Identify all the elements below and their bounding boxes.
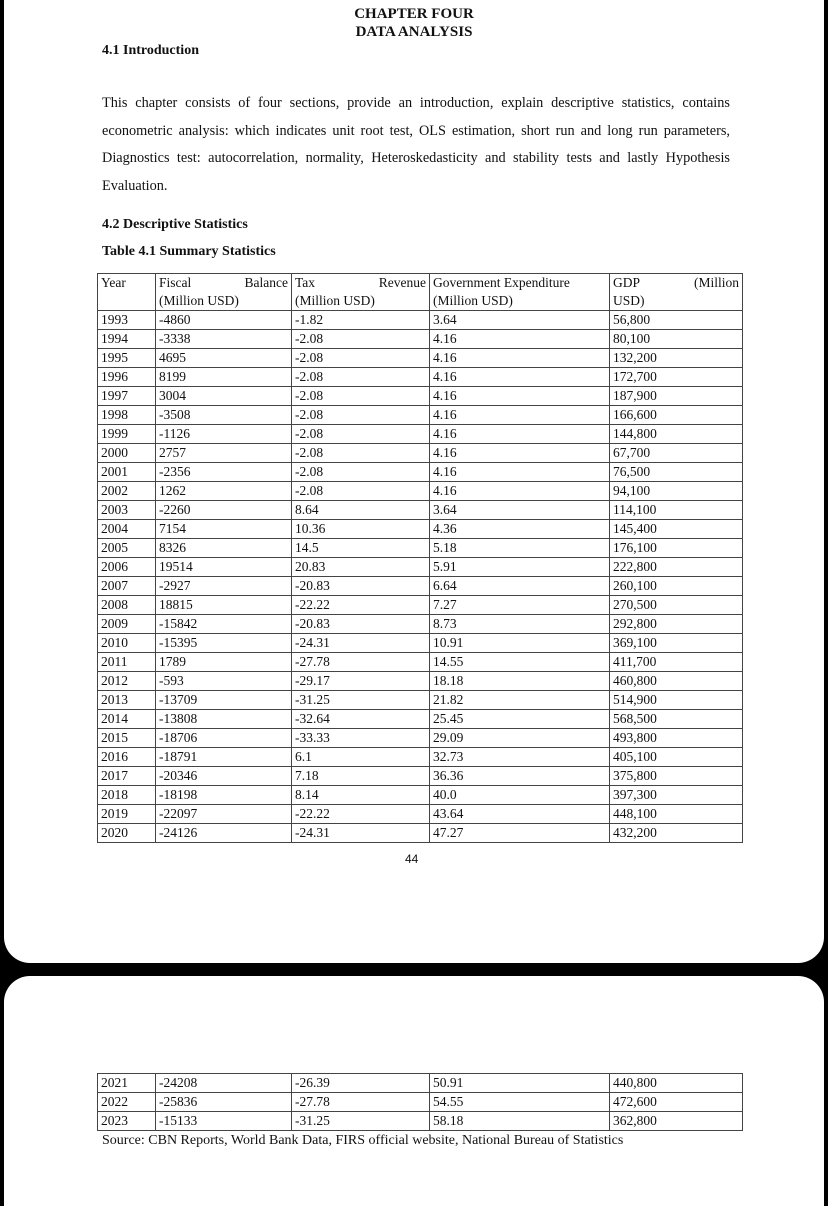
cell-year: 1995 bbox=[98, 349, 156, 368]
cell-tax-revenue: -32.64 bbox=[292, 710, 430, 729]
cell-gdp: 144,800 bbox=[610, 425, 743, 444]
cell-tax-revenue: -22.22 bbox=[292, 596, 430, 615]
cell-gdp: 460,800 bbox=[610, 672, 743, 691]
cell-gdp: 260,100 bbox=[610, 577, 743, 596]
cell-government-expenditure: 3.64 bbox=[430, 501, 610, 520]
cell-fiscal-balance: 1262 bbox=[156, 482, 292, 501]
summary-statistics-table-continued bbox=[97, 1073, 743, 1131]
header-revenue-word: Revenue bbox=[378, 275, 426, 290]
cell-government-expenditure: 8.73 bbox=[430, 615, 610, 634]
header-fiscal-word: Fiscal bbox=[159, 275, 192, 290]
cell-fiscal-balance: 8199 bbox=[156, 368, 292, 387]
cell-tax-revenue: -2.08 bbox=[292, 387, 430, 406]
cell-gdp: 114,100 bbox=[610, 501, 743, 520]
cell-tax-revenue: -20.83 bbox=[292, 615, 430, 634]
cell-fiscal-balance: 18815 bbox=[156, 596, 292, 615]
cell-tax-revenue: 7.18 bbox=[292, 767, 430, 786]
cell-gdp: 568,500 bbox=[610, 710, 743, 729]
cell-tax-revenue: -27.78 bbox=[292, 653, 430, 672]
page-number: 44 bbox=[405, 852, 419, 866]
cell-tax-revenue: -22.22 bbox=[292, 805, 430, 824]
cell-gdp: 472,600 bbox=[610, 1093, 743, 1112]
cell-government-expenditure: 50.91 bbox=[430, 1074, 610, 1093]
cell-government-expenditure: 5.18 bbox=[430, 539, 610, 558]
cell-fiscal-balance: 7154 bbox=[156, 520, 292, 539]
cell-fiscal-balance: -15842 bbox=[156, 615, 292, 634]
cell-year: 2013 bbox=[98, 691, 156, 710]
table-row bbox=[98, 406, 743, 425]
header-gdp-word: GDP bbox=[613, 275, 641, 290]
cell-gdp: 448,100 bbox=[610, 805, 743, 824]
table-row bbox=[98, 387, 743, 406]
cell-gdp: 514,900 bbox=[610, 691, 743, 710]
table-row bbox=[98, 577, 743, 596]
cell-gdp: 76,500 bbox=[610, 463, 743, 482]
cell-tax-revenue: -2.08 bbox=[292, 330, 430, 349]
header-tax-revenue bbox=[292, 274, 430, 293]
cell-tax-revenue: -31.25 bbox=[292, 1112, 430, 1131]
cell-tax-revenue: -24.31 bbox=[292, 824, 430, 843]
cell-tax-revenue: 8.14 bbox=[292, 786, 430, 805]
chapter-subtitle: DATA ANALYSIS bbox=[355, 24, 473, 40]
cell-gdp: 369,100 bbox=[610, 634, 743, 653]
cell-gdp: 270,500 bbox=[610, 596, 743, 615]
table-row bbox=[98, 520, 743, 539]
table-row bbox=[98, 330, 743, 349]
table-row bbox=[98, 748, 743, 767]
intro-heading: 4.1 Introduction bbox=[102, 43, 199, 58]
cell-fiscal-balance: 19514 bbox=[156, 558, 292, 577]
cell-government-expenditure: 18.18 bbox=[430, 672, 610, 691]
table-row bbox=[98, 824, 743, 843]
cell-year: 2020 bbox=[98, 824, 156, 843]
table-row bbox=[98, 463, 743, 482]
cell-year: 2022 bbox=[98, 1093, 156, 1112]
cell-government-expenditure: 4.16 bbox=[430, 349, 610, 368]
cell-year: 2011 bbox=[98, 653, 156, 672]
cell-gdp: 405,100 bbox=[610, 748, 743, 767]
cell-gdp: 172,700 bbox=[610, 368, 743, 387]
cell-gdp: 176,100 bbox=[610, 539, 743, 558]
cell-tax-revenue: -2.08 bbox=[292, 406, 430, 425]
header-gov-unit: (Million USD) bbox=[430, 292, 610, 311]
cell-tax-revenue: -29.17 bbox=[292, 672, 430, 691]
cell-government-expenditure: 4.36 bbox=[430, 520, 610, 539]
table-row bbox=[98, 786, 743, 805]
intro-paragraph: This chapter consists of four sections, provide an introduction, explain descriptive statistics, contains econometric analysis: which indicates unit root test, OLS estimation, short run and long run parameters, Diagnostics test: autocorrelation, normality, Heteroskedasticity and stability tests and lastly Hypothesis Evaluation. bbox=[102, 95, 730, 194]
cell-gdp: 432,200 bbox=[610, 824, 743, 843]
table-row bbox=[98, 558, 743, 577]
cell-year: 2021 bbox=[98, 1074, 156, 1093]
cell-gdp: 222,800 bbox=[610, 558, 743, 577]
table-title: Table 4.1 Summary Statistics bbox=[102, 244, 276, 259]
cell-gdp: 397,300 bbox=[610, 786, 743, 805]
cell-fiscal-balance: -20346 bbox=[156, 767, 292, 786]
cell-year: 1998 bbox=[98, 406, 156, 425]
cell-year: 2018 bbox=[98, 786, 156, 805]
cell-year: 2015 bbox=[98, 729, 156, 748]
cell-fiscal-balance: -22097 bbox=[156, 805, 292, 824]
cell-year: 2004 bbox=[98, 520, 156, 539]
cell-government-expenditure: 7.27 bbox=[430, 596, 610, 615]
header-government-expenditure: Government Expenditure bbox=[430, 274, 610, 293]
cell-gdp: 132,200 bbox=[610, 349, 743, 368]
cell-government-expenditure: 25.45 bbox=[430, 710, 610, 729]
cell-government-expenditure: 29.09 bbox=[430, 729, 610, 748]
cell-year: 2023 bbox=[98, 1112, 156, 1131]
summary-statistics-table bbox=[97, 273, 743, 843]
cell-year: 2007 bbox=[98, 577, 156, 596]
cell-fiscal-balance: 2757 bbox=[156, 444, 292, 463]
table-row bbox=[98, 691, 743, 710]
cell-year: 1996 bbox=[98, 368, 156, 387]
table-row bbox=[98, 501, 743, 520]
cell-government-expenditure: 4.16 bbox=[430, 482, 610, 501]
cell-government-expenditure: 43.64 bbox=[430, 805, 610, 824]
cell-fiscal-balance: 4695 bbox=[156, 349, 292, 368]
cell-tax-revenue: -26.39 bbox=[292, 1074, 430, 1093]
cell-fiscal-balance: -24208 bbox=[156, 1074, 292, 1093]
cell-government-expenditure: 40.0 bbox=[430, 786, 610, 805]
cell-year: 2008 bbox=[98, 596, 156, 615]
chapter-title bbox=[300, 5, 528, 41]
cell-government-expenditure: 14.55 bbox=[430, 653, 610, 672]
cell-tax-revenue: -2.08 bbox=[292, 349, 430, 368]
table-row bbox=[98, 311, 743, 330]
table-row bbox=[98, 615, 743, 634]
cell-year: 1994 bbox=[98, 330, 156, 349]
table-row bbox=[98, 1074, 743, 1093]
cell-tax-revenue: -20.83 bbox=[292, 577, 430, 596]
cell-year: 2000 bbox=[98, 444, 156, 463]
table-row bbox=[98, 539, 743, 558]
cell-tax-revenue: 20.83 bbox=[292, 558, 430, 577]
table-row bbox=[98, 767, 743, 786]
cell-tax-revenue: -2.08 bbox=[292, 463, 430, 482]
table-row bbox=[98, 368, 743, 387]
cell-fiscal-balance: -18706 bbox=[156, 729, 292, 748]
cell-tax-revenue: 6.1 bbox=[292, 748, 430, 767]
cell-fiscal-balance: -2927 bbox=[156, 577, 292, 596]
cell-fiscal-balance: -4860 bbox=[156, 311, 292, 330]
cell-tax-revenue: 8.64 bbox=[292, 501, 430, 520]
cell-gdp: 94,100 bbox=[610, 482, 743, 501]
table-header-units-row bbox=[98, 292, 743, 311]
table-row bbox=[98, 482, 743, 501]
cell-fiscal-balance: -18791 bbox=[156, 748, 292, 767]
cell-year: 2012 bbox=[98, 672, 156, 691]
cell-tax-revenue: -24.31 bbox=[292, 634, 430, 653]
cell-tax-revenue: -2.08 bbox=[292, 482, 430, 501]
cell-tax-revenue: -2.08 bbox=[292, 425, 430, 444]
cell-government-expenditure: 58.18 bbox=[430, 1112, 610, 1131]
cell-gdp: 166,600 bbox=[610, 406, 743, 425]
cell-gdp: 411,700 bbox=[610, 653, 743, 672]
header-balance-word: Balance bbox=[244, 275, 288, 290]
table-row bbox=[98, 710, 743, 729]
cell-fiscal-balance: 1789 bbox=[156, 653, 292, 672]
descriptive-heading: 4.2 Descriptive Statistics bbox=[102, 217, 248, 232]
cell-government-expenditure: 6.64 bbox=[430, 577, 610, 596]
table-row bbox=[98, 729, 743, 748]
cell-government-expenditure: 4.16 bbox=[430, 387, 610, 406]
cell-gdp: 56,800 bbox=[610, 311, 743, 330]
table-row bbox=[98, 634, 743, 653]
cell-tax-revenue: -1.82 bbox=[292, 311, 430, 330]
cell-government-expenditure: 4.16 bbox=[430, 330, 610, 349]
cell-year: 2017 bbox=[98, 767, 156, 786]
cell-tax-revenue: -33.33 bbox=[292, 729, 430, 748]
cell-year: 2010 bbox=[98, 634, 156, 653]
header-gdp-unit: USD) bbox=[610, 292, 743, 311]
cell-fiscal-balance: 8326 bbox=[156, 539, 292, 558]
cell-government-expenditure: 32.73 bbox=[430, 748, 610, 767]
cell-government-expenditure: 54.55 bbox=[430, 1093, 610, 1112]
cell-tax-revenue: -27.78 bbox=[292, 1093, 430, 1112]
cell-gdp: 80,100 bbox=[610, 330, 743, 349]
cell-fiscal-balance: -13808 bbox=[156, 710, 292, 729]
cell-fiscal-balance: -25836 bbox=[156, 1093, 292, 1112]
cell-fiscal-balance: -1126 bbox=[156, 425, 292, 444]
cell-year: 2003 bbox=[98, 501, 156, 520]
table-row bbox=[98, 444, 743, 463]
table-row bbox=[98, 1093, 743, 1112]
header-tax-word: Tax bbox=[295, 275, 316, 290]
cell-gdp: 187,900 bbox=[610, 387, 743, 406]
cell-fiscal-balance: 3004 bbox=[156, 387, 292, 406]
cell-year: 2016 bbox=[98, 748, 156, 767]
header-million-word: (Million bbox=[693, 275, 739, 290]
cell-government-expenditure: 47.27 bbox=[430, 824, 610, 843]
cell-government-expenditure: 4.16 bbox=[430, 463, 610, 482]
cell-year: 2001 bbox=[98, 463, 156, 482]
cell-fiscal-balance: -593 bbox=[156, 672, 292, 691]
cell-gdp: 362,800 bbox=[610, 1112, 743, 1131]
cell-tax-revenue: 14.5 bbox=[292, 539, 430, 558]
table-row bbox=[98, 672, 743, 691]
cell-tax-revenue: -2.08 bbox=[292, 444, 430, 463]
cell-fiscal-balance: -18198 bbox=[156, 786, 292, 805]
source-note: Source: CBN Reports, World Bank Data, FIRS official website, National Bureau of Statistics bbox=[102, 1133, 624, 1148]
header-fiscal-unit: (Million USD) bbox=[156, 292, 292, 311]
cell-government-expenditure: 10.91 bbox=[430, 634, 610, 653]
cell-gdp: 375,800 bbox=[610, 767, 743, 786]
header-fiscal-balance bbox=[156, 274, 292, 293]
cell-gdp: 440,800 bbox=[610, 1074, 743, 1093]
table-header-row bbox=[98, 274, 743, 293]
cell-government-expenditure: 4.16 bbox=[430, 368, 610, 387]
cell-fiscal-balance: -15133 bbox=[156, 1112, 292, 1131]
cell-gdp: 292,800 bbox=[610, 615, 743, 634]
table-row bbox=[98, 805, 743, 824]
cell-tax-revenue: -31.25 bbox=[292, 691, 430, 710]
header-gdp bbox=[610, 274, 743, 293]
cell-government-expenditure: 36.36 bbox=[430, 767, 610, 786]
cell-year: 2005 bbox=[98, 539, 156, 558]
table-row bbox=[98, 349, 743, 368]
cell-gdp: 67,700 bbox=[610, 444, 743, 463]
header-year: Year bbox=[98, 274, 156, 311]
cell-government-expenditure: 4.16 bbox=[430, 406, 610, 425]
cell-fiscal-balance: -13709 bbox=[156, 691, 292, 710]
chapter-number: CHAPTER FOUR bbox=[354, 6, 474, 22]
header-tax-unit: (Million USD) bbox=[292, 292, 430, 311]
cell-government-expenditure: 4.16 bbox=[430, 444, 610, 463]
cell-year: 2006 bbox=[98, 558, 156, 577]
cell-year: 2002 bbox=[98, 482, 156, 501]
cell-year: 2019 bbox=[98, 805, 156, 824]
table-row bbox=[98, 596, 743, 615]
cell-fiscal-balance: -2260 bbox=[156, 501, 292, 520]
cell-year: 2009 bbox=[98, 615, 156, 634]
table-row bbox=[98, 653, 743, 672]
cell-year: 1997 bbox=[98, 387, 156, 406]
cell-government-expenditure: 5.91 bbox=[430, 558, 610, 577]
cell-gdp: 493,800 bbox=[610, 729, 743, 748]
cell-year: 2014 bbox=[98, 710, 156, 729]
cell-fiscal-balance: -15395 bbox=[156, 634, 292, 653]
table-row bbox=[98, 425, 743, 444]
cell-year: 1999 bbox=[98, 425, 156, 444]
cell-fiscal-balance: -3338 bbox=[156, 330, 292, 349]
cell-government-expenditure: 3.64 bbox=[430, 311, 610, 330]
cell-gdp: 145,400 bbox=[610, 520, 743, 539]
cell-fiscal-balance: -2356 bbox=[156, 463, 292, 482]
table-row bbox=[98, 1112, 743, 1131]
cell-government-expenditure: 21.82 bbox=[430, 691, 610, 710]
cell-government-expenditure: 4.16 bbox=[430, 425, 610, 444]
cell-fiscal-balance: -24126 bbox=[156, 824, 292, 843]
cell-tax-revenue: 10.36 bbox=[292, 520, 430, 539]
cell-tax-revenue: -2.08 bbox=[292, 368, 430, 387]
cell-fiscal-balance: -3508 bbox=[156, 406, 292, 425]
cell-year: 1993 bbox=[98, 311, 156, 330]
